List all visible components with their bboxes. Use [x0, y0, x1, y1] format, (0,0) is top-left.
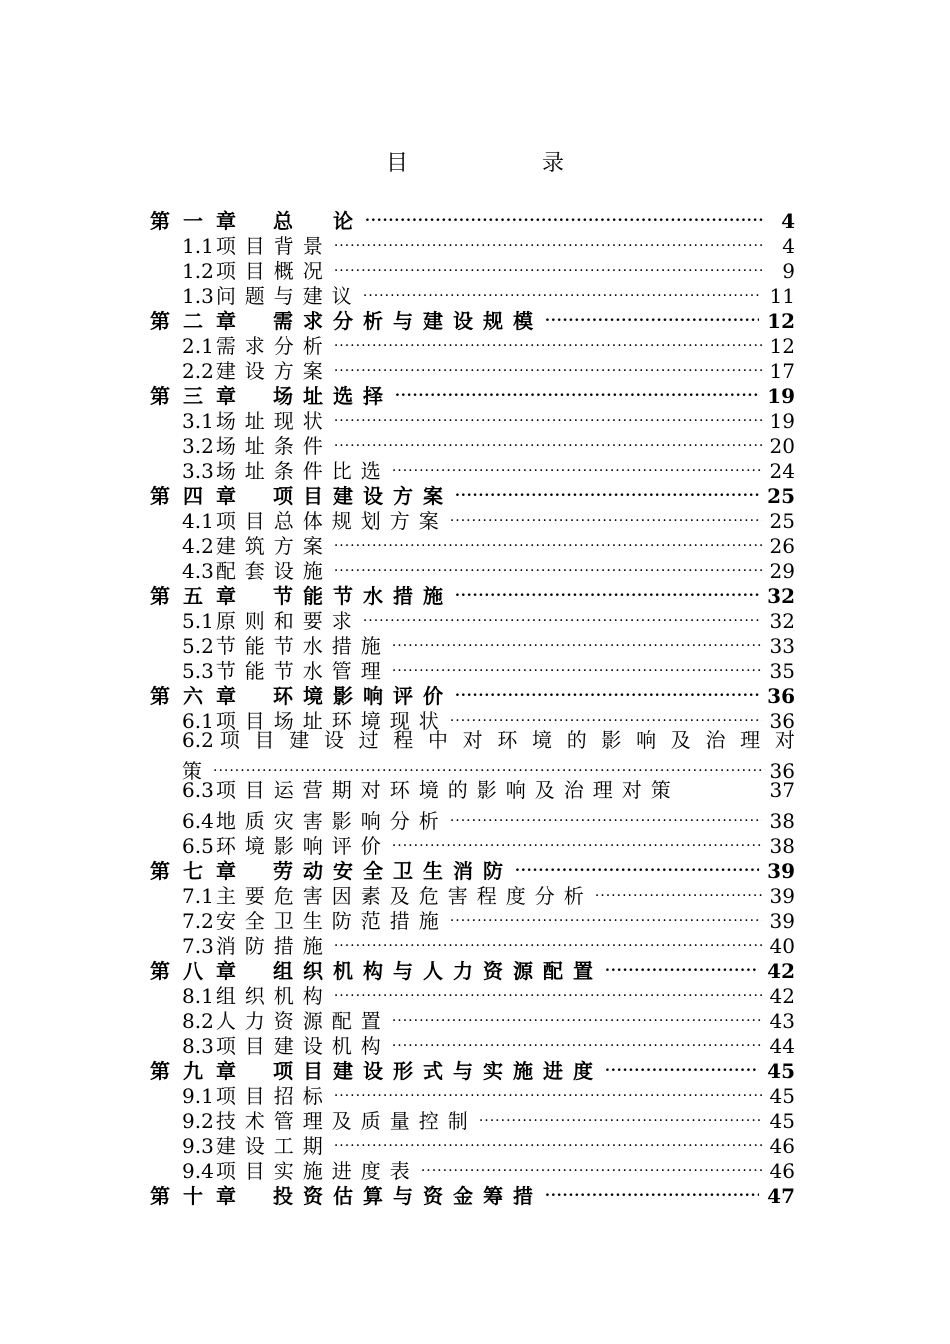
section-number: 2.1 [182, 334, 214, 358]
chapter-title: 组织机构与人力资源配置 [273, 959, 603, 983]
chapter-title: 环境影响评价 [273, 684, 453, 708]
section-title-continued: 策 [182, 759, 211, 783]
chapter-number: 第一章 [150, 209, 249, 233]
dot-leader [392, 1003, 762, 1028]
chapter-title: 需求分析与建设规模 [273, 309, 543, 333]
page-number: 42 [769, 984, 795, 1008]
page-number: 12 [769, 334, 795, 358]
section-title: 建筑方案 [215, 534, 332, 558]
dot-leader [450, 703, 762, 728]
section-title: 节能节水措施 [215, 634, 390, 658]
section-title: 需求分析 [215, 334, 332, 358]
chapter-number: 第六章 [150, 684, 249, 708]
section-number: 9.1 [182, 1084, 214, 1108]
page-number: 46 [769, 1159, 795, 1183]
section-title: 技术管理及质量控制 [215, 1109, 477, 1133]
section-number: 2.2 [182, 359, 214, 383]
page-number: 38 [769, 834, 795, 858]
section-title: 主要危害因素及危害程度分析 [215, 884, 593, 908]
dot-leader [395, 378, 759, 403]
dot-leader [392, 1028, 762, 1053]
dot-leader [334, 403, 762, 428]
section-title: 场址条件比选 [215, 459, 390, 483]
section-number: 4.1 [182, 509, 214, 533]
chapter-number: 第二章 [150, 309, 249, 333]
section-number: 6.3 [182, 778, 214, 802]
section-title: 项目背景 [215, 234, 332, 258]
dot-leader [455, 478, 759, 503]
section-number: 9.4 [182, 1159, 214, 1183]
toc-section-entry[interactable] [150, 803, 795, 833]
dot-leader [392, 453, 762, 478]
page-number: 24 [769, 459, 795, 483]
page-number: 39 [769, 909, 795, 933]
page-number: 40 [769, 934, 795, 958]
page-number: 44 [769, 1034, 795, 1058]
dot-leader [515, 853, 759, 878]
table-of-contents [150, 203, 795, 1208]
chapter-number: 第五章 [150, 584, 249, 608]
page-number: 11 [769, 284, 795, 308]
dot-leader [334, 978, 762, 1003]
section-number: 7.2 [182, 909, 214, 933]
section-title: 项目场址环境现状 [215, 709, 448, 733]
toc-section-entry[interactable] [150, 728, 795, 753]
section-title: 建设工期 [215, 1134, 332, 1158]
section-title: 组织机构 [215, 984, 332, 1008]
dot-leader [363, 603, 762, 628]
section-number: 6.1 [182, 709, 214, 733]
section-number: 3.2 [182, 434, 214, 458]
dot-leader [421, 1153, 762, 1178]
page-number: 25 [767, 484, 795, 508]
section-number: 9.2 [182, 1109, 214, 1133]
page-number: 37 [769, 778, 795, 802]
dot-leader [363, 278, 762, 303]
section-number: 1.2 [182, 259, 214, 283]
section-number: 6.4 [182, 809, 214, 833]
dot-leader [392, 653, 762, 678]
section-number: 8.2 [182, 1009, 214, 1033]
section-title: 项目概况 [215, 259, 332, 283]
section-number: 3.3 [182, 459, 214, 483]
page-number: 33 [769, 634, 795, 658]
dot-leader [605, 1053, 759, 1078]
section-number: 1.3 [182, 284, 214, 308]
section-title: 项目招标 [215, 1084, 332, 1108]
page-number: 17 [769, 359, 795, 383]
dot-leader [334, 928, 762, 953]
section-number: 3.1 [182, 409, 214, 433]
section-number: 7.1 [182, 884, 214, 908]
page-number: 4 [781, 209, 795, 233]
section-number: 9.3 [182, 1134, 214, 1158]
section-title: 原则和要求 [215, 609, 361, 633]
dot-leader [334, 353, 762, 378]
chapter-title: 投资估算与资金筹措 [273, 1184, 543, 1208]
page-number: 4 [782, 234, 795, 258]
page-number: 9 [782, 259, 795, 283]
dot-leader [334, 528, 762, 553]
section-title: 节能节水管理 [215, 659, 390, 683]
dot-leader [213, 753, 762, 778]
section-title: 安全卫生防范措施 [215, 909, 448, 933]
page-number: 38 [769, 809, 795, 833]
dot-leader [595, 878, 762, 903]
dot-leader [392, 628, 762, 653]
toc-section-entry[interactable] [150, 778, 795, 803]
chapter-title: 总 论 [273, 209, 363, 233]
chapter-number: 第十章 [150, 1184, 249, 1208]
page-number: 26 [769, 534, 795, 558]
dot-leader [334, 253, 765, 278]
page-number: 29 [769, 559, 795, 583]
dot-leader [334, 428, 762, 453]
page-number: 45 [769, 1084, 795, 1108]
toc-chapter-entry[interactable] [150, 203, 795, 233]
dot-leader [455, 678, 759, 703]
section-title: 项目总体规划方案 [215, 509, 448, 533]
section-title: 人力资源配置 [215, 1009, 390, 1033]
section-number: 1.1 [182, 234, 214, 258]
dot-leader [605, 953, 759, 978]
dot-leader [545, 1178, 759, 1203]
section-number: 8.3 [182, 1034, 214, 1058]
page-number: 39 [767, 859, 795, 883]
chapter-title: 项目建设形式与实施进度 [273, 1059, 603, 1083]
section-title: 环境影响评价 [215, 834, 390, 858]
section-number: 4.2 [182, 534, 214, 558]
toc-title: 目 录 [385, 151, 620, 176]
section-title: 项 目 建 设 过 程 中 对 环 境 的 影 响 及 治 理 对 [219, 728, 795, 752]
dot-leader [334, 328, 762, 353]
chapter-number: 第七章 [150, 859, 249, 883]
section-title: 问题与建议 [215, 284, 361, 308]
dot-leader [545, 303, 759, 328]
dot-leader [479, 1103, 762, 1128]
chapter-title: 劳动安全卫生消防 [273, 859, 513, 883]
dot-leader [334, 1078, 762, 1103]
page-number: 46 [769, 1134, 795, 1158]
chapter-title: 场址选择 [273, 384, 393, 408]
section-number: 5.1 [182, 609, 214, 633]
page-number: 19 [767, 384, 795, 408]
page-number: 25 [769, 509, 795, 533]
section-title: 场址条件 [215, 434, 332, 458]
dot-leader [392, 828, 762, 853]
section-number: 5.2 [182, 634, 214, 658]
section-title: 消防措施 [215, 934, 332, 958]
section-number: 7.3 [182, 934, 214, 958]
page-number: 45 [769, 1109, 795, 1133]
chapter-number: 第四章 [150, 484, 249, 508]
toc-section-entry-continued[interactable] [150, 753, 795, 783]
dot-leader [450, 803, 762, 828]
page-number: 32 [769, 609, 795, 633]
section-number: 6.2 [182, 728, 214, 752]
page-number: 20 [769, 434, 795, 458]
page-number: 47 [767, 1184, 795, 1208]
section-number: 5.3 [182, 659, 214, 683]
dot-leader [365, 203, 765, 228]
section-number: 6.5 [182, 834, 214, 858]
page-number: 32 [767, 584, 795, 608]
page-number: 35 [769, 659, 795, 683]
chapter-number: 第九章 [150, 1059, 249, 1083]
page-number: 43 [769, 1009, 795, 1033]
section-title: 项目建设机构 [215, 1034, 390, 1058]
section-title: 地质灾害影响分析 [215, 809, 448, 833]
dot-leader [450, 903, 762, 928]
section-title: 建设方案 [215, 359, 332, 383]
dot-leader [334, 553, 762, 578]
page-number: 19 [769, 409, 795, 433]
section-number: 8.1 [182, 984, 214, 1008]
dot-leader [334, 1128, 762, 1153]
section-title: 配套设施 [215, 559, 332, 583]
page-number: 39 [769, 884, 795, 908]
page-number: 36 [769, 759, 795, 783]
section-title: 场址现状 [215, 409, 332, 433]
chapter-title: 项目建设方案 [273, 484, 453, 508]
page-number: 42 [767, 959, 795, 983]
section-title: 项目实施进度表 [215, 1159, 419, 1183]
section-title: 项目运营期对环境的影响及治理对策 [215, 778, 680, 802]
page-number: 45 [767, 1059, 795, 1083]
chapter-number: 第八章 [150, 959, 249, 983]
dot-leader [450, 503, 762, 528]
page-number: 12 [767, 309, 795, 333]
chapter-title: 节能节水措施 [273, 584, 453, 608]
page-number: 36 [767, 684, 795, 708]
dot-leader [455, 578, 759, 603]
page-number: 36 [769, 709, 795, 733]
section-number: 4.3 [182, 559, 214, 583]
chapter-number: 第三章 [150, 384, 249, 408]
dot-leader [334, 228, 765, 253]
